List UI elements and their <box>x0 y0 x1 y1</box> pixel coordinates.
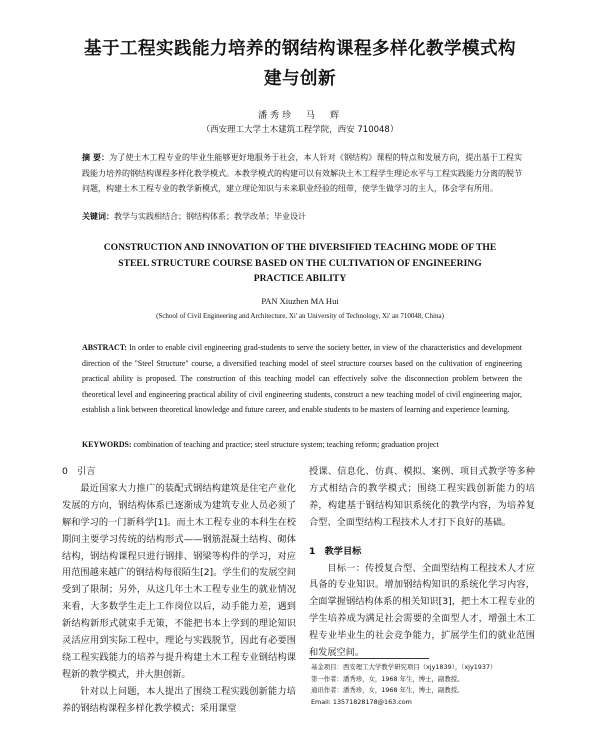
keywords-en-text: combination of teaching and practice; steel structure system; teaching reform; graduation project <box>133 440 439 449</box>
abstract-cn <box>82 150 522 197</box>
affiliation-en: (School of Civil Engineering and Architecture, Xi' an University of Technology, Xi' an 710048, China) <box>156 312 444 320</box>
section-1-paragraph-1: 目标一：传授复合型、全面型结构工程技术人才应具备的专业知识。增加钢结构知识的系统化学习内容，全面掌握钢结构体系的相关知识[3]，把土木工程专业的学生培养成为满足社会需要的全面型人才，增强土木工程专业毕业生的社会竞争能力，扩展学生们的就业范围和发展空间。 <box>309 562 535 659</box>
abstract-cn-text: 为了使土木工程专业的毕业生能够更好地服务于社会，本人针对《钢结构》课程的特点和发展方向，提出基于工程实践能力培养的钢结构课程多样化教学模式。本教学模式的构建可以有效解决土木工程学生理论水平与工程实践能力分离的脱节问题，构建土木工程专业的教学新模式，建立理论知识与未来职业经验的纽带，使学生做学习的主人，体会学有所用。 <box>82 153 522 193</box>
abstract-en <box>82 340 522 418</box>
abstract-en-text: In order to enable civil engineering grad-students to serve the society better, in view of the characteristics and development direction of the "Steel Structure" course, a diversified teaching model of steel structure courses based on the cultivation of engineering practical ability is proposed. The construction of this teaching model can effectively solve the disconnection problem between the theoretical level and engineering practical ability of civil engineering students, construct a new teaching model of civil engineering major, establish a link between theoretical knowledge and future career, and enable students to be masters of learning and experience learning. <box>82 343 522 414</box>
title-cn-line-1: 基于工程实践能力培养的钢结构课程多样化教学模式构 <box>84 39 516 59</box>
section-1-heading: 1 教学目标 <box>309 545 362 557</box>
keywords-en-label: KEYWORDS: <box>82 440 132 449</box>
abstract-cn-label: 摘 要： <box>82 153 110 162</box>
title-en-line-2: STEEL STRUCTURE COURSE BASED ON THE CULTIVATION OF ENGINEERING <box>118 257 482 269</box>
section-0-paragraph-1: 最近国家大力推广的装配式钢结构建筑是住宅产业化发展的方向，钢结构体系已逐渐成为建筑专业人员必须了解和学习的一门新科学[1]。而土木工程专业的本科生在校期间主要学习传统的结构形式——钢筋混凝土结构、砌体结构，钢结构课程只进行钢排、钢梁等构件的学习，对应用范围越来越广的钢结构每很陌生[2]。学生们的发展空间受到了限制；另外，从这几年土木工程专业生的就业情况来看，大多数学生走上工作岗位以后，动手能力差，遇到新结构新形式就束手无策，不能把书本上学到的理论知识灵活应用到实际工程中，理论与实践脱节，因此有必要围绕工程实践能力的培养与提升构建土木工程专业钢结构课程新的教学模式，并大胆创新。 <box>62 482 296 680</box>
affiliation-cn: （西安理工大学土木建筑工程学院，西安 710048） <box>201 125 399 135</box>
footnote-corresponding-author: 通讯作者：潘秀珍，女，1968 年生，博士，副教授。 <box>311 686 464 694</box>
footnotes <box>311 662 535 708</box>
keywords-en <box>82 437 522 452</box>
footnote-first-author: 第一作者：潘秀珍，女，1968 年生，博士，副教授。 <box>311 674 464 683</box>
section-0-paragraph-2-continued: 授课、信息化、仿真、模拟、案例、项目式教学等多种方式相结合的教学模式；围绕工程实践创新能力的培养，构建基于钢结构知识系统化的教学内容，为培养复合型、全面型结构工程技术人才打下良好的基础。 <box>309 466 535 528</box>
keywords-cn-label: 关键词： <box>82 212 114 221</box>
section-0-heading: 0 引言 <box>62 466 96 477</box>
footnote-divider <box>309 658 429 659</box>
keywords-cn-text: 教学与实践相结合；钢结构体系；教学改革；毕业设计 <box>114 212 306 221</box>
body-column-right <box>309 464 535 662</box>
keywords-cn <box>82 209 522 224</box>
paper-title-en <box>56 240 544 287</box>
authors-cn: 潘秀珍 马 辉 <box>257 111 342 121</box>
paper-title-cn <box>40 34 560 94</box>
authors-en: PAN Xiuzhen MA Hui <box>261 296 339 306</box>
title-en-line-1: CONSTRUCTION AND INNOVATION OF THE DIVERSIFIED TEACHING MODE OF THE <box>103 242 497 253</box>
title-cn-line-2: 建与创新 <box>264 69 336 89</box>
footnote-funding: 基金项目：西安理工大学教学研究项目（xjy1839），（xjy1937） <box>311 663 497 671</box>
footnote-email: Email: 13571828178@163.com <box>311 697 412 706</box>
body-column-left <box>62 464 296 718</box>
abstract-en-label: ABSTRACT: <box>82 343 128 352</box>
section-0-paragraph-2-lead: 针对以上问题，本人提出了围绕工程实践创新能力培养的钢结构课程多样化教学模式；采用课堂 <box>62 685 296 714</box>
title-en-line-3: PRACTICE ABILITY <box>253 273 347 284</box>
